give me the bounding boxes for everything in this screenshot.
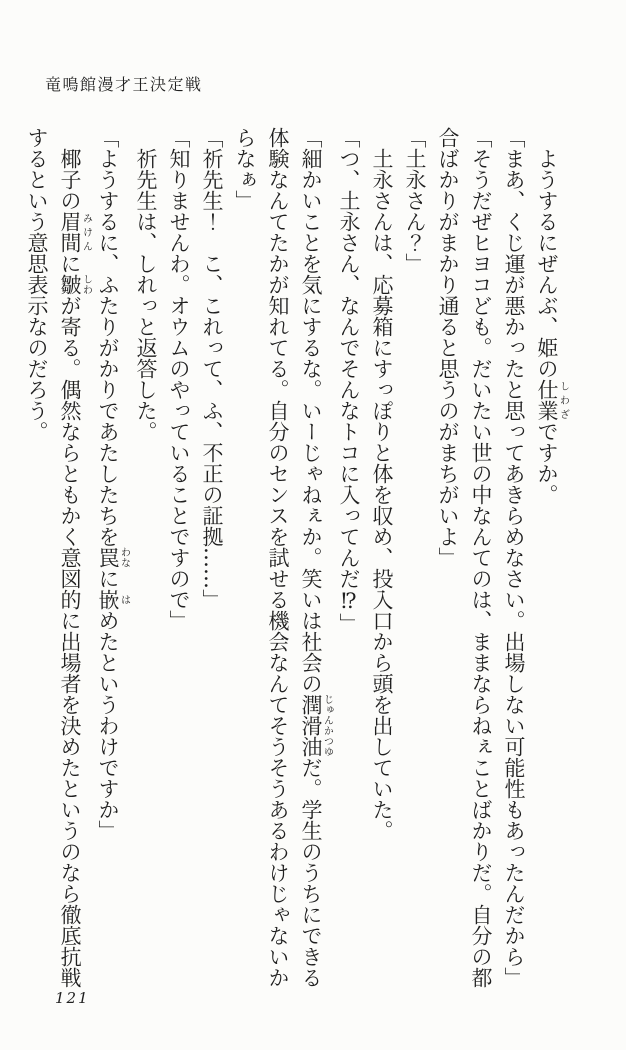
- paragraph: 土永さんは、応募箱にすっぽりと体を収め、投入口から頭を出していた。: [370, 148, 394, 841]
- ruby-annotated-word: 潤滑油じゅんかつゆ: [299, 694, 333, 757]
- paragraph: 椰子の眉間みけんに皺しわが寄る。偶然ならともかく意図的に出場者を決めたというのなら徹底抗戦するという意思表示なのだろう。: [25, 127, 92, 988]
- paragraph: 祈先生は、しれっと返答した。: [134, 148, 158, 442]
- running-head: 竜鳴館漫才王決定戦: [45, 75, 203, 94]
- paragraph: 「土永さん？」: [403, 127, 427, 274]
- ruby-annotated-word: 眉間みけん: [58, 211, 92, 253]
- paragraph: 「細かいことを気にするな。いーじゃねぇか。笑いは社会の潤滑油じゅんかつゆだ。学生のうちにできる体験なんてたかが知れてる。自分のセンスを試せる機会なんてそうそうあるわけじゃないからなぁ」: [233, 127, 333, 988]
- ruby-annotated-word: 嵌は: [96, 589, 130, 610]
- paragraph: ようするにぜんぶ、姫の仕業しわざですか。: [535, 148, 569, 505]
- paragraph: 「ようするに、ふたりがかりであたしたちを罠わなに嵌はめたというわけですか」: [96, 127, 130, 841]
- paragraph: 「まあ、くじ運が悪かったと思ってあきらめなさい。出場しない可能性もあったんだから」: [502, 127, 526, 988]
- paragraph: 「そうだぜヒヨコども。だいたい世の中なんてのは、ままならねぇことばかりだ。自分の都合ばかりがまかり通ると思うのがまちがいよ」: [436, 127, 493, 988]
- paragraph: 「祈先生！ こ、これって、ふ、不正の証拠……」: [200, 127, 224, 610]
- paragraph: 「つ、土永さん、なんでそんなトコに入ってんだ⁉」: [337, 127, 361, 634]
- ruby-annotated-word: 皺しわ: [58, 274, 92, 295]
- page-number: 121: [55, 989, 90, 1007]
- paragraph: 「知りませんわ。オウムのやっていることですので」: [167, 127, 191, 631]
- ruby-annotated-word: 罠わな: [96, 547, 130, 568]
- text-block: [25, 127, 569, 988]
- ruby-annotated-word: 仕業しわざ: [535, 379, 569, 421]
